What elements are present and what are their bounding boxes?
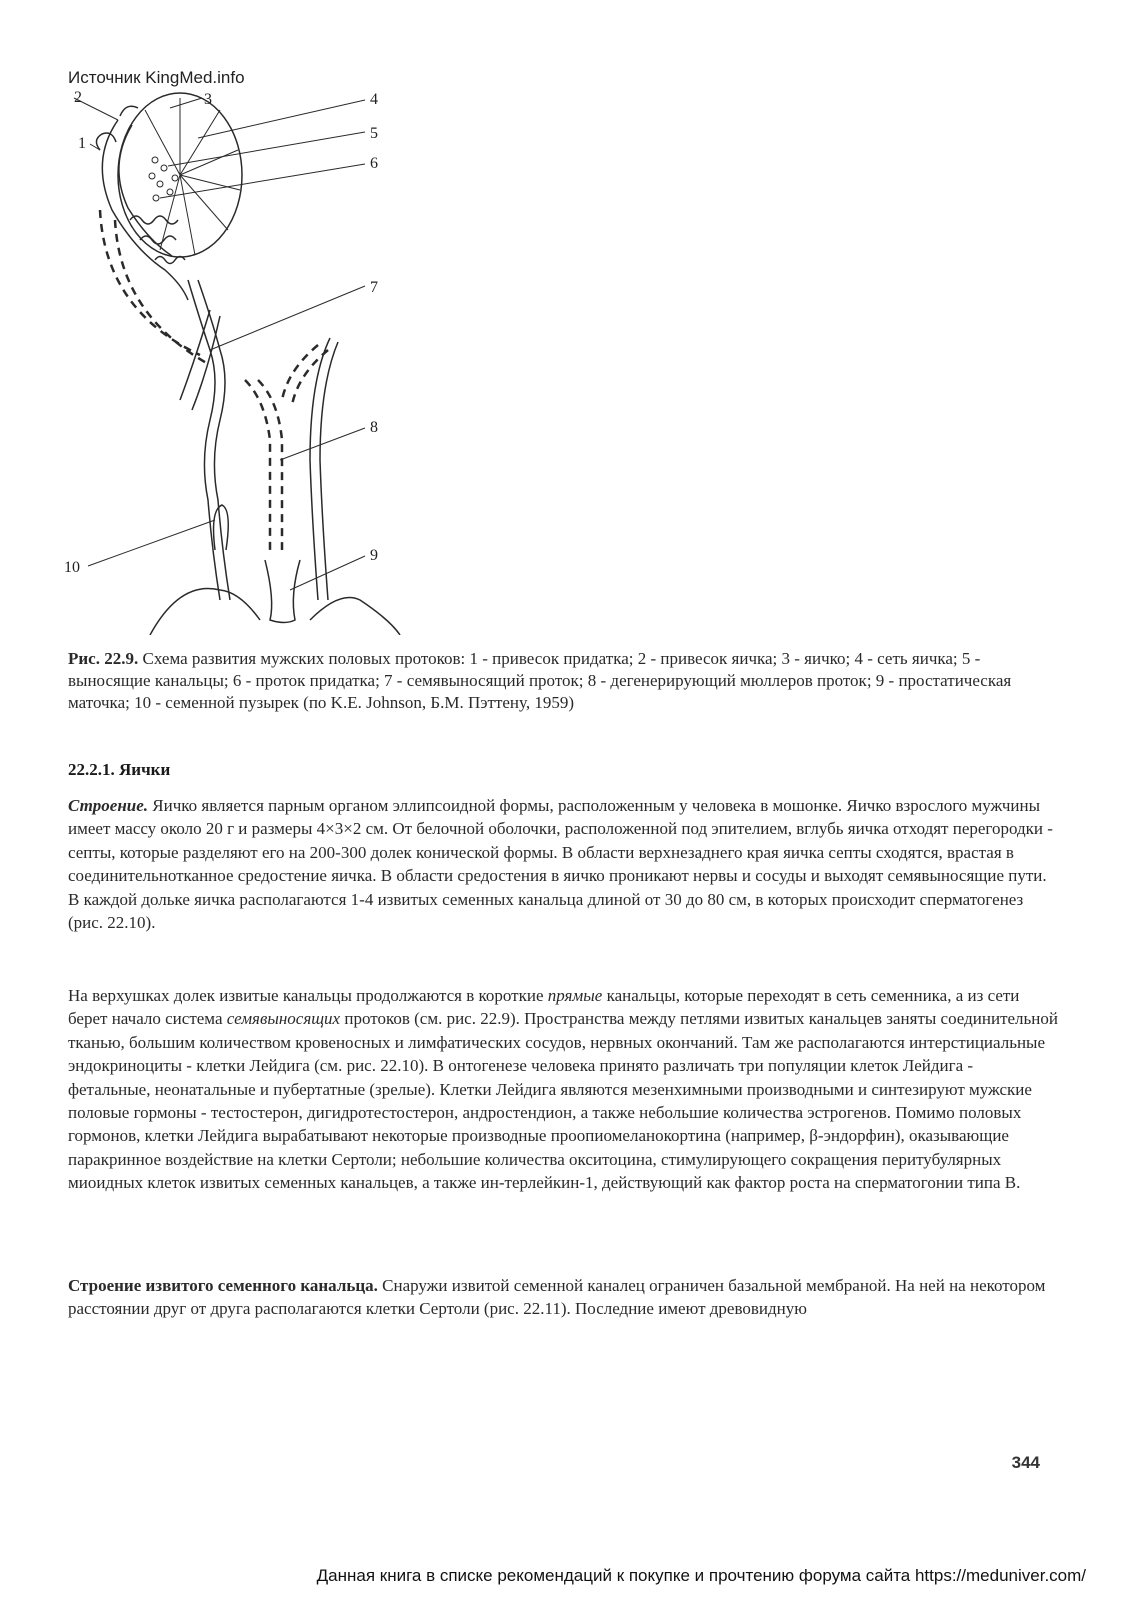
figure-22-9-diagram: [60, 80, 420, 635]
section-heading: 22.2.1. Яички: [68, 760, 171, 779]
paragraph-text: Яичко является парным органом эллипсоидной формы, расположенным у человека в мошонке. Яичко взрослого мужчины имеет массу около 20 г и размеры 4×3×2 см. От белочной оболочки, расположенной под эпителием, вглубь яичка отходят перегородки - септы, которые разделяют его на 200-300 долек конической формы. В области верхнезаднего края яичка септы сходятся, врастая в соединительнотканное средостение яичка. В области средостения в яичко проникают нервы и сосуды и выходят семявыносящие пути. В каждой дольке яичка располагаются 1-4 извитых семенных канальца длиной от 30 до 80 см, в которых происходит сперматогенез (рис. 22.10).: [68, 796, 1053, 933]
ducts-diagram: [60, 80, 420, 635]
caption-label: Рис. 22.9.: [68, 649, 139, 668]
label-2: 2: [74, 89, 82, 106]
paragraph-structure: [68, 794, 1058, 934]
dashed-duct-left: [100, 210, 200, 355]
label-5: 5: [370, 125, 378, 142]
label-6: 6: [370, 155, 378, 172]
label-1: 1: [78, 135, 86, 152]
paragraph-lead: Строение извитого семенного канальца.: [68, 1276, 378, 1295]
italic-term: семявыносящих: [226, 1009, 341, 1029]
mullerian-duct: [245, 380, 270, 550]
paragraph-text: На верхушках долек извитые канальцы продолжаются в короткие: [68, 986, 548, 1005]
paragraph-text: Снаружи извитой семенной каналец ограничен базальной мембраной. На ней на некотором расстоянии друг от друга располагаются клетки Сертоли (рис. 22.11). Последние имеют древовидную: [68, 1276, 1046, 1319]
epididymis: [102, 120, 188, 300]
label-7: 7: [370, 279, 378, 296]
label-10: 10: [64, 559, 80, 576]
figure-caption: [68, 648, 1058, 714]
label-9: 9: [370, 547, 378, 564]
label-3: 3: [204, 91, 212, 108]
prostatic-utricle: [265, 560, 300, 623]
page-number: 344: [1011, 1453, 1040, 1472]
footer-note: Данная книга в списке рекомендаций к покупке и прочтению форума сайта https://meduniver.com/: [316, 1566, 1086, 1585]
italic-term: прямые: [547, 986, 603, 1005]
appendix-testis: [120, 106, 138, 116]
paragraph-text: канальцы, которые переходят в сеть семенника, а из сети берет начало система: [68, 986, 1020, 1029]
label-4: 4: [370, 91, 378, 108]
paragraph-tubules: [68, 984, 1058, 1195]
caption-text: Схема развития мужских половых протоков: 1 - привесок придатка; 2 - привесок яичка; 3 - яичко; 4 - сеть яичка; 5 - выносящие канальцы; 6 - проток придатка; 7 - семявыносящий проток; 8 - дегенерирующий мюллеров проток; 9 - простатическая маточка; 10 - семенной пузырек (по K.E. Johnson, Б.М. Пэттену, 1959): [68, 649, 1012, 712]
paragraph-lead: Строение.: [68, 796, 149, 815]
paragraph-convoluted-tubule: [68, 1274, 1058, 1321]
paragraph-text: протоков (см. рис. 22.9). Пространства между петлями извитых канальцев заняты соединительной тканью, большим количеством кровеносных и лимфатических сосудов, нервных окончаний. Там же располагаются интерстициальные эндокриноциты - клетки Лейдига (см. рис. 22.10). В онтогенезе человека принято различать три популяции клеток Лейдига - фетальные, неонатальные и пубертатные (зрелые). Клетки Лейдига являются мезенхимными производными и синтезируют мужские половые гормоны - тестостерон, дигидротестостерон, андростендион, а также небольшие количества эстрогенов. Помимо половых гормонов, клетки Лейдига вырабатывают некоторые производные проопиомеланокортина (например, β-эндорфин), оказывающие паракринное воздействие на клетки Сертоли; небольшие количества окситоцина, стимулирующего сокращения перитубулярных миоидных клеток извитых семенных канальцев, а также ин-терлейкин-1, действующий как фактор роста на сперматогонии типа В.: [68, 1009, 1058, 1193]
source-watermark: Источник KingMed.info: [68, 68, 245, 87]
label-8: 8: [370, 419, 378, 436]
